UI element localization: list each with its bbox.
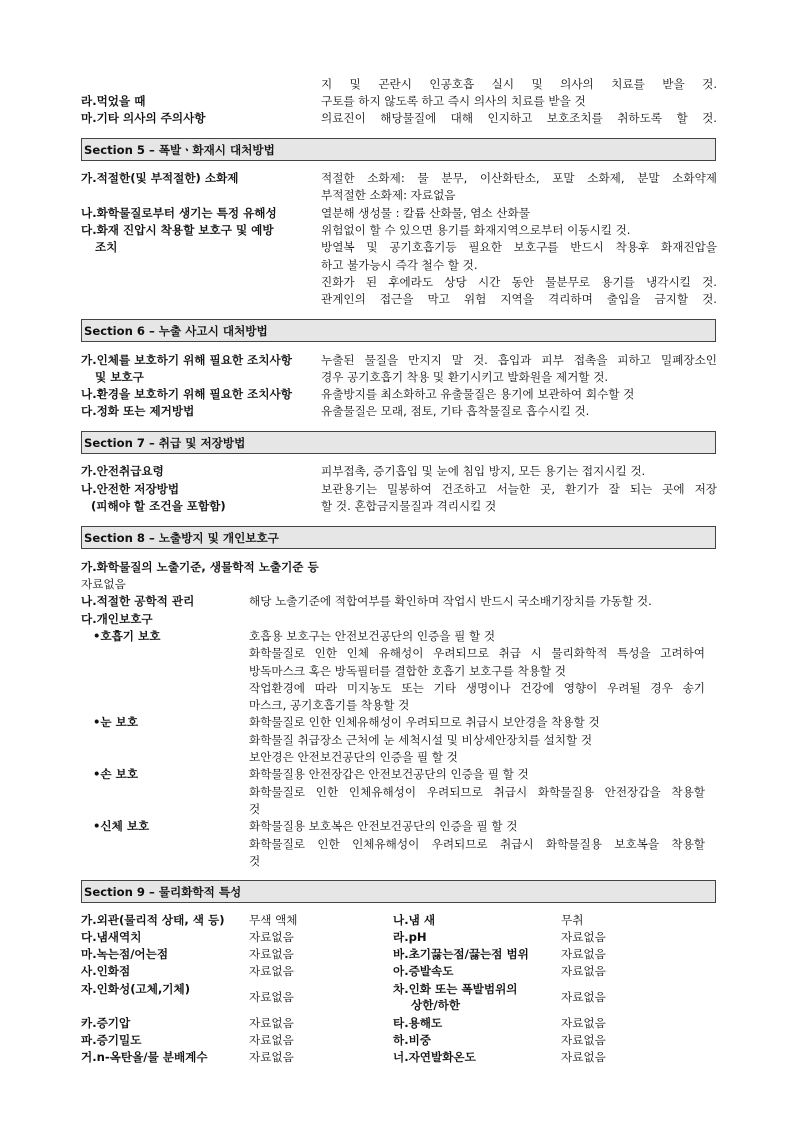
s8-b-label: 나.적절한 공학적 관리 [81,594,195,608]
s8-hand-1: 화학물질용 안전장갑은 안전보건공단의 인증을 필 할 것 [249,767,529,781]
s9-prop-label: 너.자연발화온도 [393,1050,476,1064]
s4-etc-text: 의료진이 해당물질에 대해 인지하고 보호조치를 취하도록 할 것. [321,111,717,125]
s9-prop-row [81,1032,718,1049]
s9-prop-label: 카.증기압 [81,1016,131,1030]
s7-b-label2: (피해야 할 조건을 포함함) [91,499,226,513]
s9-prop-row [81,912,718,929]
s9-prop-label-cont: 상한/하한 [411,998,461,1012]
s9-prop-value: 자료없음 [249,947,294,961]
s8-resp-row4 [81,680,718,697]
s5-a-text1: 적절한 소화제: 물 분무, 이산화탄소, 포말 소화제, 분말 소화약제 [321,171,717,185]
s4-eat-label: 라.먹었을 때 [81,94,146,108]
s9-prop-label: 파.증기밀도 [81,1033,142,1047]
s5-c-row3 [81,257,718,274]
s8-body-label: •신체 보호 [93,819,150,833]
s9-prop-value: 자료없음 [249,1016,294,1030]
s8-eye-1: 화학물질로 인한 인체유해성이 우려되므로 취급시 보안경을 착용할 것 [249,715,600,729]
section-9-header: Section 9 – 물리화학적 특성 [81,880,716,903]
s4-eat-row [81,93,718,110]
section-7-header: Section 7 – 취급 및 저장방법 [81,431,716,454]
s5-c-text3: 하고 불가능시 즉각 철수 할 것. [321,258,478,272]
s9-prop-row [81,1015,718,1032]
s5-b-text: 열분해 생성물 : 칼륨 산화물, 염소 산화물 [321,206,530,220]
s9-prop-value: 자료없음 [561,964,606,978]
s9-prop-value: 자료없음 [249,964,294,978]
s9-prop-row [81,981,718,1015]
s6-a-label2: 및 보호구 [95,370,144,384]
s9-prop-row [81,946,718,963]
s6-a-text2: 경우 공기호흡기 착용 및 환기시키고 발화원을 제거할 것. [321,370,609,384]
s8-b-row [81,593,718,610]
s4-prev-line: 지 및 곤란시 인공호흡 실시 및 의사의 치료를 받을 것. [321,77,717,91]
section-8-header: Section 8 – 노출방지 및 개인보호구 [81,526,716,549]
s8-resp-label: •호흡기 보호 [93,629,161,643]
s9-prop-label: 마.녹는점/어는점 [81,947,169,961]
s9-prop-row [81,1049,718,1066]
s9-prop-label: 아.증발속도 [393,964,454,978]
s8-body-row3 [81,853,718,870]
s5-c-row5 [81,291,718,308]
s9-prop-value: 자료없음 [561,1033,606,1047]
s8-eye-2: 화학물질 취급장소 근처에 눈 세척시설 및 비상세안장치를 설치할 것 [249,733,593,747]
s5-a-label: 가.적절한(및 부적절한) 소화제 [81,171,239,185]
s8-a-label: 가.화학물질의 노출기준, 생물학적 노출기준 등 [81,560,319,574]
s9-prop-value: 자료없음 [249,1033,294,1047]
s8-resp-4: 작업환경에 따라 미지농도 또는 기타 생명이나 건강에 영향이 우려될 경우 송기 [249,681,705,695]
s8-eye-row3 [81,749,718,766]
s8-body-row2 [81,836,718,853]
s9-prop-value: 자료없음 [561,1016,606,1030]
s8-c-label: 다.개인보호구 [81,612,153,626]
s9-prop-label: 거.n-옥탄올/물 분배계수 [81,1050,208,1064]
s5-c-row [81,222,718,239]
s9-prop-label: 나.냄 새 [393,913,436,927]
s5-a-row [81,170,718,187]
s5-c-label2: 조치 [95,240,118,254]
s9-prop-value: 무취 [561,913,584,927]
s7-a-label: 가.안전취급요령 [81,464,164,478]
s5-c-text1: 위험없이 할 수 있으면 용기를 화재지역으로부터 이동시킬 것. [321,223,631,237]
s8-hand-row3 [81,801,718,818]
s9-prop-value: 자료없음 [249,1050,294,1064]
s9-prop-label: 차.인화 또는 폭발범위의 [393,982,518,996]
s8-resp-5: 마스크, 공기호흡기를 착용할 것 [249,698,410,712]
s8-body-2: 화학물질로 인한 인체유해성이 우려되므로 취급시 화학물질용 보호복을 착용할 [249,837,705,851]
s8-resp-row1 [81,628,718,645]
s4-eat-text: 구토를 하지 않도록 하고 즉시 의사의 치료를 받을 것 [321,94,586,108]
s9-prop-label: 바.초기끓는점/끓는점 범위 [393,947,529,961]
s8-eye-label: •눈 보호 [93,715,139,729]
s6-c-text: 유출물질은 모래, 점토, 기타 흡착물질로 흡수시킬 것. [321,404,590,418]
s8-body-3: 것 [249,854,261,868]
s6-a-label1: 가.인체를 보호하기 위해 필요한 조치사항 [81,353,292,367]
s8-b-text: 해당 노출기준에 적합여부를 확인하며 작업시 반드시 국소배기장치를 가동할 것. [249,594,652,608]
s9-prop-value: 자료없음 [561,1050,606,1064]
s6-c-row [81,403,718,420]
s7-a-text: 피부접촉, 증기흡입 및 눈에 침입 방지, 모든 용기는 접지시킬 것. [321,464,646,478]
s7-b-label1: 나.안전한 저장방법 [81,482,180,496]
s6-a-row2 [81,369,718,386]
s8-resp-row3 [81,663,718,680]
s8-resp-2: 화학물질로 인한 인체 유해성이 우려되므로 취급 시 물리화학적 특성을 고려하여 [249,646,705,660]
s8-eye-row2 [81,732,718,749]
s5-c-text2: 방열복 및 공기호흡기등 필요한 보호구를 반드시 착용후 화재진압을 [321,240,717,254]
s9-prop-row [81,929,718,946]
s5-c-row2 [81,239,718,256]
s8-hand-row1 [81,766,718,783]
s8-resp-1: 호흡용 보호구는 안전보건공단의 인증을 필 할 것 [249,629,496,643]
s6-c-label: 다.정화 또는 제거방법 [81,404,195,418]
s9-prop-label: 가.외관(물리적 상태, 색 등) [81,913,225,927]
s4-etc-label: 마.기타 의사의 주의사항 [81,111,206,125]
s8-a-text: 자료없음 [81,577,126,591]
s9-prop-value: 자료없음 [249,990,294,1004]
s5-c-label1: 다.화재 진압시 착용할 보호구 및 예방 [81,223,274,237]
section-6-header: Section 6 – 누출 사고시 대처방법 [81,319,716,342]
s7-b-row [81,481,718,498]
s8-body-row1 [81,818,718,835]
s8-resp-row2 [81,645,718,662]
s8-resp-row5 [81,697,718,714]
s8-a-row [81,559,718,576]
s9-prop-row [81,963,718,980]
s9-prop-label: 하.비중 [393,1033,432,1047]
s6-b-label: 나.환경을 보호하기 위해 필요한 조치사항 [81,387,292,401]
s8-hand-row2 [81,784,718,801]
s8-hand-2: 화학물질로 인한 인체유해성이 우려되므로 취급시 화학물질용 안전장갑을 착용할 [249,785,705,799]
s6-a-row [81,352,718,369]
s5-b-row [81,205,718,222]
s6-b-row [81,386,718,403]
s8-hand-label: •손 보호 [93,767,139,781]
s5-c-row4 [81,274,718,291]
s9-prop-label: 타.용해도 [393,1016,443,1030]
s8-c-row [81,611,718,628]
s6-b-text: 유출방지를 최소화하고 유출물질은 용기에 보관하여 회수할 것 [321,387,635,401]
s6-a-text1: 누출된 물질을 만지지 말 것. 흡입과 피부 접촉을 피하고 밀폐장소인 [321,353,717,367]
s5-b-label: 나.화학물질로부터 생기는 특정 유해성 [81,206,277,220]
s4-prev-line-row [81,76,718,93]
s5-c-text4: 진화가 된 후에라도 상당 시간 동안 물분무로 용기를 냉각시킬 것. [321,275,717,289]
s9-prop-label: 자.인화성(고체,기체) [81,982,191,996]
s9-prop-value: 자료없음 [561,990,606,1004]
s9-prop-label: 다.냄새역치 [81,930,142,944]
s5-a-row2 [81,187,718,204]
section-5-header: Section 5 – 폭발ㆍ화재시 대처방법 [81,138,716,161]
s9-prop-value: 자료없음 [561,930,606,944]
s8-eye-3: 보안경은 안전보건공단의 인증을 필 할 것 [249,750,458,764]
s8-eye-row1 [81,714,718,731]
s7-a-row [81,463,718,480]
s8-resp-3: 방독마스크 혹은 방독필터를 결합한 호흡기 보호구를 착용할 것 [249,664,566,678]
s7-b-text2: 할 것. 혼합금지물질과 격리시킬 것 [321,499,497,513]
s7-b-text1: 보관용기는 밀봉하여 건조하고 서늘한 곳, 환기가 잘 되는 곳에 저장 [321,482,717,496]
s8-a-row2 [81,576,718,593]
s8-body-1: 화학물질용 보호복은 안전보건공단의 인증을 필 할 것 [249,819,518,833]
s7-b-row2 [81,498,718,515]
s8-hand-3: 것 [249,802,261,816]
s4-etc-row [81,110,718,127]
s5-c-text5: 관계인의 접근을 막고 위험 지역을 격리하며 출입을 금지할 것. [321,292,717,306]
s9-prop-value: 자료없음 [561,947,606,961]
s9-prop-value: 무색 액체 [249,913,298,927]
s9-prop-label: 라.pH [393,930,427,944]
s9-prop-value: 자료없음 [249,930,294,944]
s9-prop-label: 사.인화점 [81,964,131,978]
s5-a-text2: 부적절한 소화제: 자료없음 [321,188,456,202]
